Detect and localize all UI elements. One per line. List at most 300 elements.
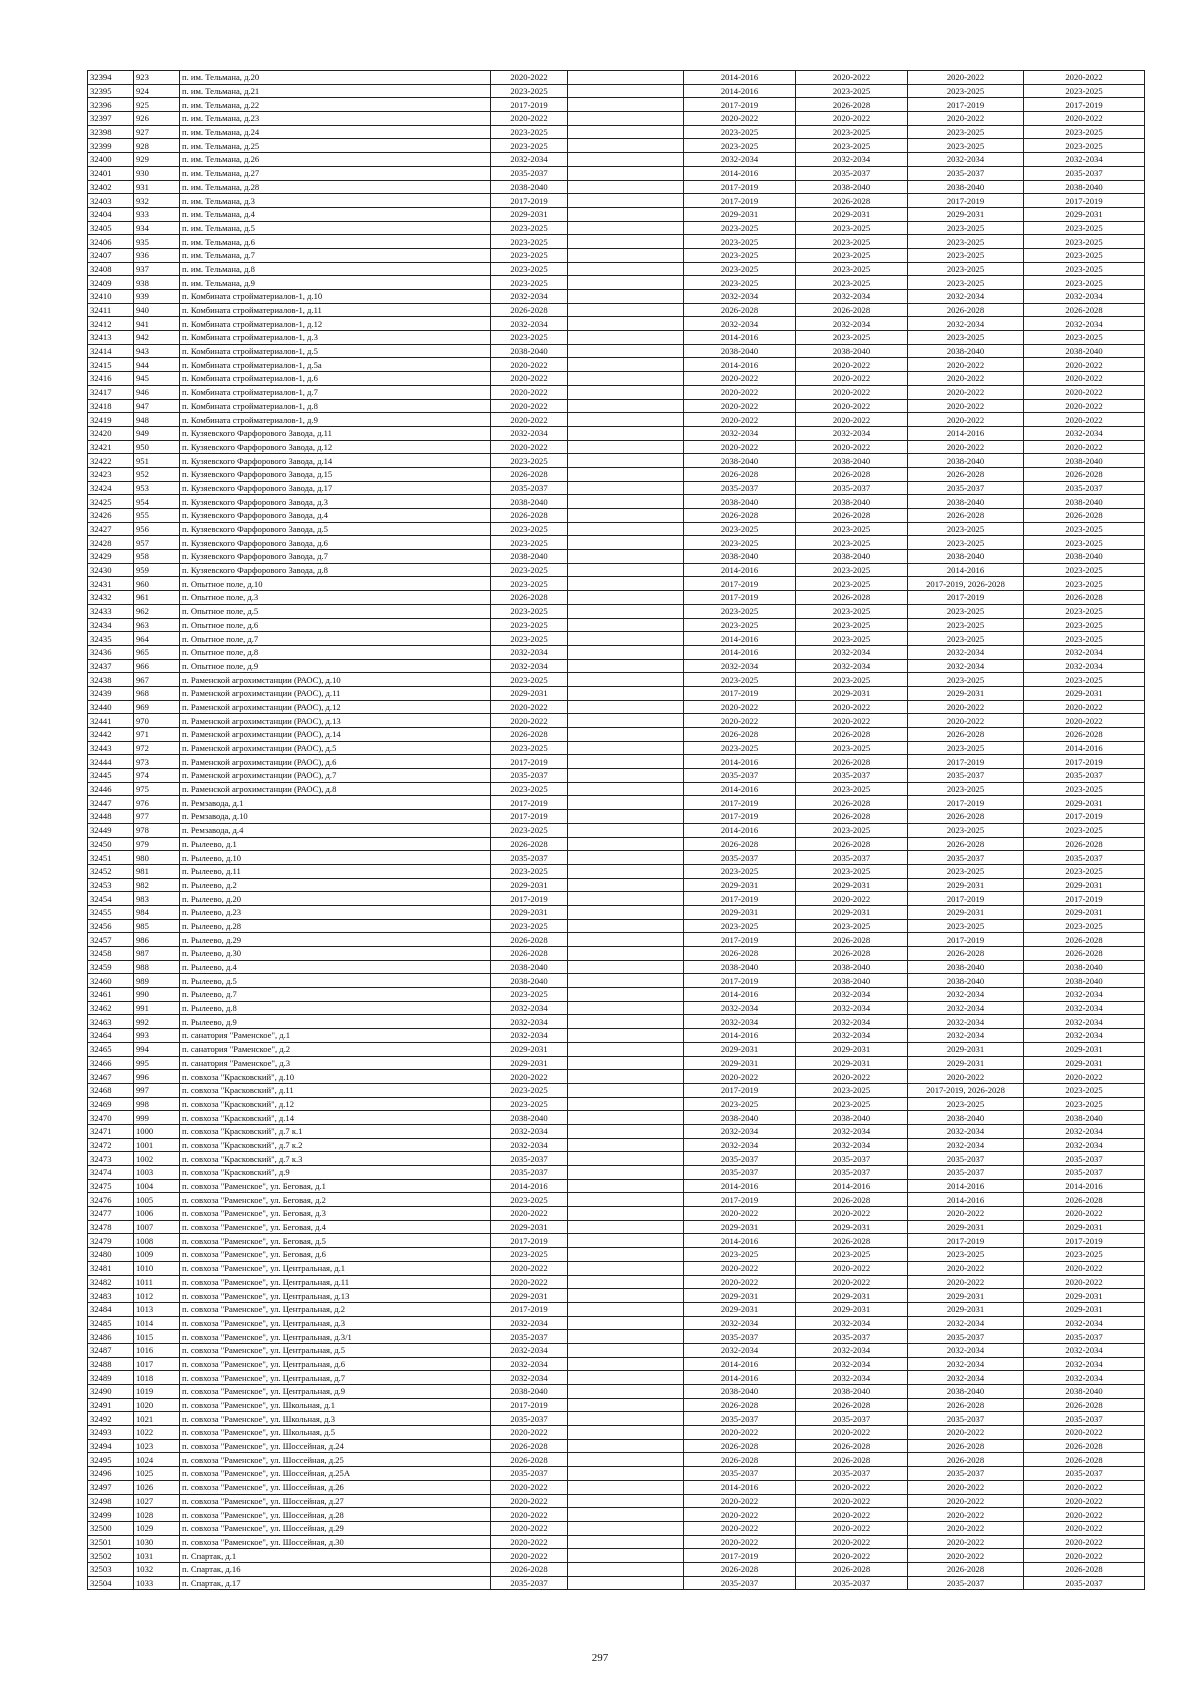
cell-period-4: 2026-2028 [908,1398,1024,1412]
cell-period-4: 2029-2031 [908,878,1024,892]
cell-address: п. им. Тельмана, д.21 [180,84,491,98]
cell-period-4: 2032-2034 [908,659,1024,673]
cell-period-2: 2023-2025 [684,536,796,550]
cell-item-number: 1006 [134,1207,180,1221]
cell-item-number: 994 [134,1042,180,1056]
table-row [88,947,1145,961]
table-row [88,1316,1145,1330]
cell-period-3: 2032-2034 [796,153,908,167]
cell-period-4: 2023-2025 [908,823,1024,837]
cell-blank [568,1453,684,1467]
cell-period-3: 2023-2025 [796,125,908,139]
cell-period-5: 2023-2025 [1024,673,1145,687]
cell-period-2: 2020-2022 [684,440,796,454]
cell-blank [568,125,684,139]
table-row [88,905,1145,919]
cell-period-3: 2035-2037 [796,1467,908,1481]
cell-period-3: 2023-2025 [796,577,908,591]
cell-period-3: 2020-2022 [796,1521,908,1535]
cell-period-1: 2023-2025 [491,563,568,577]
cell-period-3: 2035-2037 [796,1576,908,1590]
cell-record-id: 32408 [88,262,134,276]
cell-period-5: 2023-2025 [1024,522,1145,536]
cell-period-2: 2023-2025 [684,139,796,153]
cell-address: п. им. Тельмана, д.4 [180,207,491,221]
cell-record-id: 32474 [88,1166,134,1180]
cell-period-4: 2020-2022 [908,1494,1024,1508]
cell-item-number: 929 [134,153,180,167]
cell-period-4: 2020-2022 [908,399,1024,413]
table-row [88,248,1145,262]
cell-period-5: 2020-2022 [1024,1521,1145,1535]
cell-address: п. им. Тельмана, д.5 [180,221,491,235]
cell-period-1: 2020-2022 [491,1426,568,1440]
cell-period-3: 2023-2025 [796,823,908,837]
cell-period-1: 2020-2022 [491,1494,568,1508]
cell-address: п. совхоза "Раменское", ул. Шоссейная, д.24 [180,1439,491,1453]
cell-period-2: 2038-2040 [684,495,796,509]
cell-period-5: 2023-2025 [1024,919,1145,933]
cell-period-5: 2023-2025 [1024,577,1145,591]
cell-record-id: 32498 [88,1494,134,1508]
cell-period-5: 2035-2037 [1024,1166,1145,1180]
cell-period-1: 2023-2025 [491,604,568,618]
cell-address: п. Опытное поле, д.7 [180,632,491,646]
cell-record-id: 32401 [88,166,134,180]
cell-period-1: 2023-2025 [491,454,568,468]
cell-period-5: 2023-2025 [1024,221,1145,235]
cell-blank [568,276,684,290]
cell-item-number: 967 [134,673,180,687]
cell-record-id: 32462 [88,1001,134,1015]
cell-address: п. совхоза "Раменское", ул. Шоссейная, д.26 [180,1480,491,1494]
cell-period-5: 2029-2031 [1024,796,1145,810]
cell-period-5: 2035-2037 [1024,481,1145,495]
table-row [88,933,1145,947]
cell-period-4: 2035-2037 [908,769,1024,783]
cell-period-3: 2014-2016 [796,1179,908,1193]
cell-item-number: 1022 [134,1426,180,1440]
cell-period-1: 2032-2034 [491,1001,568,1015]
cell-blank [568,536,684,550]
cell-item-number: 990 [134,988,180,1002]
cell-period-5: 2035-2037 [1024,1412,1145,1426]
cell-period-3: 2026-2028 [796,810,908,824]
cell-period-2: 2029-2031 [684,207,796,221]
cell-period-2: 2023-2025 [684,522,796,536]
cell-item-number: 1021 [134,1412,180,1426]
cell-period-2: 2029-2031 [684,878,796,892]
cell-item-number: 1028 [134,1508,180,1522]
cell-item-number: 1018 [134,1371,180,1385]
table-row [88,864,1145,878]
cell-period-4: 2023-2025 [908,139,1024,153]
table-row [88,98,1145,112]
cell-record-id: 32439 [88,686,134,700]
cell-period-2: 2017-2019 [684,796,796,810]
cell-period-5: 2029-2031 [1024,878,1145,892]
cell-record-id: 32493 [88,1426,134,1440]
cell-period-3: 2026-2028 [796,796,908,810]
cell-item-number: 945 [134,372,180,386]
cell-period-1: 2032-2034 [491,1343,568,1357]
cell-record-id: 32495 [88,1453,134,1467]
cell-period-1: 2032-2034 [491,426,568,440]
cell-period-2: 2017-2019 [684,974,796,988]
cell-blank [568,878,684,892]
cell-period-3: 2026-2028 [796,837,908,851]
cell-item-number: 937 [134,262,180,276]
cell-period-5: 2020-2022 [1024,372,1145,386]
cell-period-5: 2032-2034 [1024,290,1145,304]
cell-blank [568,1426,684,1440]
cell-item-number: 1011 [134,1275,180,1289]
cell-period-5: 2020-2022 [1024,700,1145,714]
cell-period-4: 2017-2019 [908,591,1024,605]
cell-item-number: 973 [134,755,180,769]
cell-item-number: 1019 [134,1385,180,1399]
cell-period-1: 2017-2019 [491,755,568,769]
cell-address: п. Рылеево, д.23 [180,905,491,919]
cell-period-3: 2026-2028 [796,467,908,481]
cell-period-2: 2026-2028 [684,1453,796,1467]
cell-period-4: 2017-2019 [908,1234,1024,1248]
cell-blank [568,604,684,618]
cell-record-id: 32440 [88,700,134,714]
cell-record-id: 32432 [88,591,134,605]
cell-period-5: 2038-2040 [1024,1385,1145,1399]
table-row [88,659,1145,673]
cell-period-2: 2014-2016 [684,755,796,769]
cell-period-3: 2026-2028 [796,1562,908,1576]
table-row [88,1179,1145,1193]
cell-period-5: 2029-2031 [1024,207,1145,221]
cell-period-3: 2026-2028 [796,728,908,742]
cell-item-number: 975 [134,782,180,796]
cell-address: п. Комбината стройматериалов-1, д.12 [180,317,491,331]
cell-record-id: 32452 [88,864,134,878]
cell-period-2: 2035-2037 [684,1412,796,1426]
cell-blank [568,1521,684,1535]
cell-period-2: 2020-2022 [684,1535,796,1549]
cell-record-id: 32428 [88,536,134,550]
cell-period-1: 2020-2022 [491,399,568,413]
cell-period-4: 2026-2028 [908,947,1024,961]
cell-blank [568,166,684,180]
cell-item-number: 983 [134,892,180,906]
cell-blank [568,467,684,481]
schedule-table-container [87,70,1144,1590]
cell-blank [568,864,684,878]
cell-period-2: 2032-2034 [684,1138,796,1152]
cell-blank [568,1001,684,1015]
cell-item-number: 943 [134,344,180,358]
cell-period-4: 2032-2034 [908,1357,1024,1371]
cell-period-5: 2026-2028 [1024,303,1145,317]
cell-period-3: 2026-2028 [796,303,908,317]
table-row [88,180,1145,194]
cell-period-5: 2017-2019 [1024,892,1145,906]
cell-record-id: 32453 [88,878,134,892]
cell-item-number: 1007 [134,1220,180,1234]
cell-period-5: 2038-2040 [1024,550,1145,564]
cell-address: п. Спартак, д.1 [180,1549,491,1563]
cell-blank [568,988,684,1002]
cell-period-3: 2026-2028 [796,509,908,523]
cell-address: п. Раменской агрохимстанции (РАОС), д.14 [180,728,491,742]
cell-period-1: 2032-2034 [491,290,568,304]
cell-blank [568,591,684,605]
cell-item-number: 1023 [134,1439,180,1453]
cell-record-id: 32433 [88,604,134,618]
cell-period-3: 2020-2022 [796,1535,908,1549]
cell-record-id: 32459 [88,960,134,974]
cell-blank [568,1124,684,1138]
cell-address: п. им. Тельмана, д.28 [180,180,491,194]
cell-period-1: 2020-2022 [491,1070,568,1084]
cell-period-3: 2038-2040 [796,974,908,988]
cell-record-id: 32434 [88,618,134,632]
cell-period-2: 2032-2034 [684,153,796,167]
table-row [88,837,1145,851]
cell-item-number: 948 [134,413,180,427]
cell-period-2: 2020-2022 [684,1070,796,1084]
cell-period-2: 2029-2031 [684,1289,796,1303]
cell-address: п. Рылеево, д.11 [180,864,491,878]
cell-period-1: 2038-2040 [491,495,568,509]
cell-record-id: 32446 [88,782,134,796]
cell-period-2: 2035-2037 [684,1166,796,1180]
cell-period-1: 2023-2025 [491,632,568,646]
table-row [88,522,1145,536]
cell-item-number: 944 [134,358,180,372]
cell-record-id: 32472 [88,1138,134,1152]
cell-period-2: 2023-2025 [684,673,796,687]
cell-period-3: 2032-2034 [796,426,908,440]
cell-period-3: 2029-2031 [796,1220,908,1234]
cell-period-3: 2029-2031 [796,878,908,892]
cell-period-4: 2023-2025 [908,262,1024,276]
table-row [88,1535,1145,1549]
table-row [88,276,1145,290]
table-row [88,1289,1145,1303]
table-row [88,481,1145,495]
table-row [88,1042,1145,1056]
cell-period-5: 2023-2025 [1024,84,1145,98]
cell-record-id: 32397 [88,112,134,126]
cell-item-number: 1020 [134,1398,180,1412]
cell-period-1: 2020-2022 [491,1207,568,1221]
cell-period-2: 2029-2031 [684,1302,796,1316]
cell-period-4: 2032-2034 [908,1001,1024,1015]
cell-period-3: 2020-2022 [796,1261,908,1275]
cell-record-id: 32458 [88,947,134,961]
cell-period-1: 2032-2034 [491,645,568,659]
cell-period-4: 2020-2022 [908,1207,1024,1221]
cell-period-2: 2014-2016 [684,1179,796,1193]
cell-address: п. им. Тельмана, д.26 [180,153,491,167]
table-row [88,960,1145,974]
cell-period-3: 2032-2034 [796,659,908,673]
cell-address: п. Комбината стройматериалов-1, д.6 [180,372,491,386]
cell-record-id: 32423 [88,467,134,481]
cell-period-5: 2032-2034 [1024,1371,1145,1385]
cell-period-4: 2038-2040 [908,1385,1024,1399]
cell-item-number: 942 [134,331,180,345]
cell-address: п. совхоза "Раменское", ул. Школьная, д.5 [180,1426,491,1440]
cell-period-3: 2020-2022 [796,1549,908,1563]
cell-period-5: 2032-2034 [1024,1343,1145,1357]
cell-address: п. совхоза "Красковский", д.10 [180,1070,491,1084]
cell-period-1: 2023-2025 [491,248,568,262]
cell-address: п. Комбината стройматериалов-1, д.5 [180,344,491,358]
cell-blank [568,331,684,345]
cell-record-id: 32420 [88,426,134,440]
cell-period-2: 2026-2028 [684,1439,796,1453]
cell-period-2: 2032-2034 [684,659,796,673]
cell-address: п. Рылеево, д.7 [180,988,491,1002]
cell-address: п. совхоза "Раменское", ул. Шоссейная, д.28 [180,1508,491,1522]
cell-period-3: 2020-2022 [796,385,908,399]
cell-record-id: 32491 [88,1398,134,1412]
cell-address: п. Опытное поле, д.9 [180,659,491,673]
cell-item-number: 963 [134,618,180,632]
cell-item-number: 979 [134,837,180,851]
cell-period-1: 2020-2022 [491,1549,568,1563]
cell-item-number: 968 [134,686,180,700]
cell-period-3: 2023-2025 [796,632,908,646]
cell-period-5: 2026-2028 [1024,947,1145,961]
cell-period-3: 2023-2025 [796,864,908,878]
cell-period-2: 2023-2025 [684,741,796,755]
cell-period-2: 2014-2016 [684,1357,796,1371]
cell-item-number: 985 [134,919,180,933]
cell-record-id: 32465 [88,1042,134,1056]
cell-period-2: 2014-2016 [684,84,796,98]
cell-period-2: 2038-2040 [684,344,796,358]
cell-period-4: 2023-2025 [908,919,1024,933]
cell-period-1: 2020-2022 [491,71,568,85]
cell-record-id: 32457 [88,933,134,947]
cell-period-4: 2017-2019 [908,194,1024,208]
cell-record-id: 32496 [88,1467,134,1481]
cell-period-3: 2023-2025 [796,536,908,550]
cell-period-3: 2023-2025 [796,262,908,276]
cell-period-5: 2020-2022 [1024,714,1145,728]
cell-blank [568,1166,684,1180]
cell-period-2: 2026-2028 [684,728,796,742]
cell-period-1: 2035-2037 [491,1166,568,1180]
cell-item-number: 949 [134,426,180,440]
cell-period-4: 2035-2037 [908,1467,1024,1481]
cell-record-id: 32478 [88,1220,134,1234]
cell-blank [568,1152,684,1166]
cell-period-3: 2023-2025 [796,84,908,98]
cell-address: п. Кузяевского Фарфорового Завода, д.7 [180,550,491,564]
cell-item-number: 936 [134,248,180,262]
cell-period-1: 2032-2034 [491,153,568,167]
cell-record-id: 32485 [88,1316,134,1330]
cell-period-5: 2023-2025 [1024,262,1145,276]
cell-period-4: 2035-2037 [908,166,1024,180]
cell-period-5: 2026-2028 [1024,509,1145,523]
cell-period-1: 2023-2025 [491,988,568,1002]
cell-period-1: 2023-2025 [491,919,568,933]
cell-period-2: 2017-2019 [684,591,796,605]
cell-period-3: 2032-2034 [796,1015,908,1029]
cell-period-5: 2032-2034 [1024,1138,1145,1152]
cell-period-3: 2023-2025 [796,221,908,235]
cell-record-id: 32487 [88,1343,134,1357]
cell-address: п. совхоза "Раменское", ул. Центральная, д.5 [180,1343,491,1357]
cell-period-5: 2020-2022 [1024,1207,1145,1221]
cell-item-number: 964 [134,632,180,646]
table-row [88,1261,1145,1275]
cell-period-4: 2023-2025 [908,741,1024,755]
cell-period-1: 2017-2019 [491,796,568,810]
cell-blank [568,947,684,961]
cell-period-3: 2026-2028 [796,591,908,605]
table-row [88,1152,1145,1166]
table-row [88,988,1145,1002]
cell-period-4: 2026-2028 [908,837,1024,851]
cell-record-id: 32424 [88,481,134,495]
cell-item-number: 972 [134,741,180,755]
cell-period-4: 2032-2034 [908,645,1024,659]
cell-period-2: 2023-2025 [684,221,796,235]
cell-period-4: 2023-2025 [908,276,1024,290]
cell-address: п. Рылеево, д.5 [180,974,491,988]
table-row [88,769,1145,783]
cell-period-2: 2023-2025 [684,1248,796,1262]
cell-period-4: 2032-2034 [908,1316,1024,1330]
cell-item-number: 933 [134,207,180,221]
cell-item-number: 924 [134,84,180,98]
cell-period-2: 2014-2016 [684,1029,796,1043]
cell-period-4: 2020-2022 [908,1508,1024,1522]
cell-address: п. Рылеево, д.10 [180,851,491,865]
cell-item-number: 1025 [134,1467,180,1481]
cell-period-2: 2026-2028 [684,303,796,317]
cell-period-3: 2038-2040 [796,960,908,974]
cell-period-2: 2017-2019 [684,1193,796,1207]
table-row [88,331,1145,345]
cell-period-1: 2017-2019 [491,810,568,824]
cell-period-3: 2026-2028 [796,1439,908,1453]
cell-blank [568,262,684,276]
table-row [88,194,1145,208]
cell-record-id: 32477 [88,1207,134,1221]
cell-blank [568,769,684,783]
cell-period-4: 2017-2019 [908,796,1024,810]
cell-address: п. Раменской агрохимстанции (РАОС), д.13 [180,714,491,728]
cell-period-2: 2032-2034 [684,426,796,440]
cell-period-3: 2020-2022 [796,399,908,413]
cell-address: п. совхоза "Раменское", ул. Беговая, д.6 [180,1248,491,1262]
cell-address: п. санатория "Раменское", д.2 [180,1042,491,1056]
cell-period-4: 2038-2040 [908,1111,1024,1125]
cell-period-4: 2020-2022 [908,1261,1024,1275]
cell-period-5: 2035-2037 [1024,166,1145,180]
cell-period-1: 2020-2022 [491,1261,568,1275]
cell-record-id: 32435 [88,632,134,646]
cell-item-number: 987 [134,947,180,961]
cell-period-3: 2026-2028 [796,98,908,112]
cell-period-5: 2035-2037 [1024,1467,1145,1481]
cell-period-3: 2032-2034 [796,988,908,1002]
cell-period-4: 2032-2034 [908,1138,1024,1152]
cell-period-4: 2017-2019, 2026-2028 [908,1083,1024,1097]
